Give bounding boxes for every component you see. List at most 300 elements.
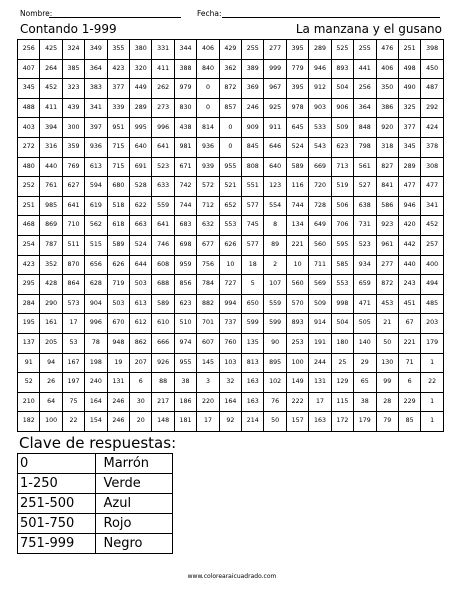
grid-cell[interactable]: 253 <box>286 333 308 353</box>
grid-cell[interactable]: 17 <box>197 412 219 432</box>
grid-cell[interactable]: 895 <box>264 353 286 373</box>
grid-cell[interactable]: 656 <box>85 255 107 275</box>
grid-cell[interactable]: 5 <box>242 275 264 295</box>
grid-cell[interactable]: 425 <box>40 40 62 60</box>
grid-cell[interactable]: 441 <box>354 59 376 79</box>
grid-cell[interactable]: 295 <box>18 275 40 295</box>
grid-cell[interactable]: 19 <box>107 353 129 373</box>
grid-cell[interactable]: 251 <box>18 196 40 216</box>
grid-cell[interactable]: 845 <box>242 137 264 157</box>
grid-cell[interactable]: 428 <box>40 275 62 295</box>
grid-cell[interactable]: 289 <box>309 40 331 60</box>
grid-cell[interactable]: 585 <box>331 255 353 275</box>
grid-cell[interactable]: 323 <box>62 79 84 99</box>
grid-cell[interactable]: 2 <box>264 255 286 275</box>
grid-cell[interactable]: 377 <box>398 118 420 138</box>
grid-cell[interactable]: 936 <box>197 137 219 157</box>
grid-cell[interactable]: 38 <box>174 373 196 393</box>
grid-cell[interactable]: 650 <box>242 294 264 314</box>
grid-cell[interactable]: 909 <box>242 118 264 138</box>
grid-cell[interactable]: 504 <box>331 314 353 334</box>
grid-cell[interactable]: 515 <box>85 235 107 255</box>
grid-cell[interactable]: 163 <box>309 412 331 432</box>
grid-cell[interactable]: 720 <box>309 177 331 197</box>
grid-cell[interactable]: 264 <box>40 59 62 79</box>
grid-cell[interactable]: 623 <box>331 137 353 157</box>
grid-cell[interactable]: 477 <box>398 177 420 197</box>
grid-cell[interactable]: 893 <box>286 314 308 334</box>
grid-cell[interactable]: 179 <box>421 333 444 353</box>
grid-cell[interactable]: 996 <box>152 118 174 138</box>
grid-cell[interactable]: 131 <box>309 373 331 393</box>
grid-cell[interactable]: 872 <box>219 79 241 99</box>
grid-cell[interactable]: 195 <box>18 314 40 334</box>
grid-cell[interactable]: 904 <box>85 294 107 314</box>
grid-cell[interactable]: 882 <box>197 294 219 314</box>
grid-cell[interactable]: 612 <box>130 314 152 334</box>
grid-cell[interactable]: 131 <box>107 373 129 393</box>
grid-cell[interactable]: 364 <box>85 59 107 79</box>
grid-cell[interactable]: 599 <box>242 314 264 334</box>
grid-cell[interactable]: 17 <box>309 392 331 412</box>
grid-cell[interactable]: 509 <box>331 118 353 138</box>
grid-cell[interactable]: 423 <box>18 255 40 275</box>
grid-cell[interactable]: 946 <box>398 196 420 216</box>
grid-cell[interactable]: 543 <box>309 137 331 157</box>
grid-cell[interactable]: 439 <box>62 98 84 118</box>
grid-cell[interactable]: 979 <box>174 79 196 99</box>
grid-cell[interactable]: 939 <box>197 157 219 177</box>
grid-cell[interactable]: 848 <box>354 118 376 138</box>
grid-cell[interactable]: 75 <box>62 392 84 412</box>
grid-cell[interactable]: 494 <box>421 275 444 295</box>
grid-cell[interactable]: 480 <box>18 157 40 177</box>
grid-cell[interactable]: 262 <box>152 79 174 99</box>
grid-cell[interactable]: 524 <box>286 137 308 157</box>
grid-cell[interactable]: 533 <box>309 118 331 138</box>
grid-cell[interactable]: 102 <box>264 373 286 393</box>
grid-cell[interactable]: 400 <box>421 255 444 275</box>
grid-cell[interactable]: 808 <box>242 157 264 177</box>
grid-cell[interactable]: 331 <box>152 40 174 60</box>
grid-cell[interactable]: 955 <box>219 157 241 177</box>
grid-cell[interactable]: 345 <box>398 137 420 157</box>
grid-cell[interactable]: 123 <box>264 177 286 197</box>
grid-cell[interactable]: 572 <box>197 177 219 197</box>
grid-cell[interactable]: 349 <box>85 40 107 60</box>
grid-cell[interactable]: 246 <box>107 412 129 432</box>
grid-cell[interactable]: 742 <box>174 177 196 197</box>
grid-cell[interactable]: 633 <box>152 177 174 197</box>
grid-cell[interactable]: 18 <box>242 255 264 275</box>
grid-cell[interactable]: 511 <box>62 235 84 255</box>
grid-cell[interactable]: 503 <box>107 294 129 314</box>
grid-cell[interactable]: 64 <box>40 392 62 412</box>
grid-cell[interactable]: 148 <box>152 412 174 432</box>
grid-cell[interactable]: 292 <box>421 98 444 118</box>
grid-cell[interactable]: 761 <box>40 177 62 197</box>
grid-cell[interactable]: 3 <box>197 373 219 393</box>
grid-cell[interactable]: 518 <box>107 196 129 216</box>
grid-cell[interactable]: 450 <box>421 59 444 79</box>
grid-cell[interactable]: 476 <box>376 40 398 60</box>
grid-cell[interactable]: 996 <box>85 314 107 334</box>
grid-cell[interactable]: 442 <box>398 235 420 255</box>
grid-cell[interactable]: 525 <box>331 40 353 60</box>
grid-cell[interactable]: 744 <box>174 196 196 216</box>
grid-cell[interactable]: 29 <box>354 353 376 373</box>
grid-cell[interactable]: 284 <box>18 294 40 314</box>
grid-cell[interactable]: 498 <box>398 59 420 79</box>
grid-cell[interactable]: 923 <box>376 216 398 236</box>
grid-cell[interactable]: 577 <box>242 235 264 255</box>
grid-cell[interactable]: 6 <box>398 373 420 393</box>
grid-cell[interactable]: 712 <box>197 196 219 216</box>
grid-cell[interactable]: 509 <box>309 294 331 314</box>
grid-cell[interactable]: 161 <box>40 314 62 334</box>
grid-cell[interactable]: 383 <box>85 79 107 99</box>
grid-cell[interactable]: 769 <box>62 157 84 177</box>
grid-cell[interactable]: 691 <box>130 157 152 177</box>
grid-cell[interactable]: 589 <box>286 157 308 177</box>
grid-cell[interactable]: 841 <box>376 177 398 197</box>
grid-cell[interactable]: 252 <box>18 177 40 197</box>
grid-cell[interactable]: 50 <box>264 412 286 432</box>
grid-cell[interactable]: 519 <box>331 177 353 197</box>
grid-cell[interactable]: 619 <box>85 196 107 216</box>
grid-cell[interactable]: 504 <box>331 79 353 99</box>
grid-cell[interactable]: 569 <box>309 275 331 295</box>
grid-cell[interactable]: 649 <box>309 216 331 236</box>
grid-cell[interactable]: 680 <box>107 177 129 197</box>
grid-cell[interactable]: 840 <box>197 59 219 79</box>
grid-cell[interactable]: 197 <box>62 373 84 393</box>
grid-cell[interactable]: 316 <box>40 137 62 157</box>
grid-cell[interactable]: 503 <box>130 275 152 295</box>
grid-cell[interactable]: 386 <box>376 98 398 118</box>
grid-cell[interactable]: 471 <box>354 294 376 314</box>
grid-cell[interactable]: 746 <box>152 235 174 255</box>
grid-cell[interactable]: 638 <box>354 196 376 216</box>
grid-cell[interactable]: 246 <box>242 98 264 118</box>
grid-cell[interactable]: 191 <box>309 333 331 353</box>
grid-cell[interactable]: 85 <box>398 412 420 432</box>
grid-cell[interactable]: 395 <box>286 40 308 60</box>
grid-cell[interactable]: 946 <box>309 59 331 79</box>
grid-cell[interactable]: 71 <box>398 353 420 373</box>
grid-cell[interactable]: 669 <box>309 157 331 177</box>
grid-cell[interactable]: 468 <box>18 216 40 236</box>
grid-cell[interactable]: 911 <box>264 118 286 138</box>
grid-cell[interactable]: 523 <box>354 235 376 255</box>
grid-cell[interactable]: 451 <box>398 294 420 314</box>
grid-cell[interactable]: 577 <box>242 196 264 216</box>
grid-cell[interactable]: 862 <box>130 333 152 353</box>
grid-cell[interactable]: 339 <box>107 98 129 118</box>
grid-cell[interactable]: 300 <box>62 118 84 138</box>
grid-cell[interactable]: 998 <box>331 294 353 314</box>
grid-cell[interactable]: 827 <box>376 157 398 177</box>
grid-cell[interactable]: 20 <box>130 412 152 432</box>
grid-cell[interactable]: 453 <box>376 294 398 314</box>
grid-cell[interactable]: 632 <box>197 216 219 236</box>
grid-cell[interactable]: 787 <box>40 235 62 255</box>
grid-cell[interactable]: 961 <box>376 235 398 255</box>
grid-cell[interactable]: 164 <box>85 392 107 412</box>
grid-cell[interactable]: 666 <box>152 333 174 353</box>
grid-cell[interactable]: 586 <box>376 196 398 216</box>
grid-cell[interactable]: 640 <box>130 137 152 157</box>
grid-cell[interactable]: 490 <box>398 79 420 99</box>
grid-cell[interactable]: 76 <box>264 392 286 412</box>
grid-cell[interactable]: 221 <box>398 333 420 353</box>
grid-cell[interactable]: 10 <box>219 255 241 275</box>
grid-cell[interactable]: 641 <box>62 196 84 216</box>
grid-cell[interactable]: 485 <box>421 294 444 314</box>
grid-cell[interactable]: 0 <box>219 118 241 138</box>
grid-cell[interactable]: 594 <box>85 177 107 197</box>
grid-cell[interactable]: 362 <box>219 59 241 79</box>
grid-cell[interactable]: 221 <box>286 235 308 255</box>
grid-cell[interactable]: 10 <box>286 255 308 275</box>
grid-cell[interactable]: 727 <box>219 275 241 295</box>
grid-cell[interactable]: 644 <box>130 255 152 275</box>
grid-cell[interactable]: 551 <box>242 177 264 197</box>
grid-cell[interactable]: 524 <box>130 235 152 255</box>
grid-cell[interactable]: 406 <box>376 59 398 79</box>
grid-cell[interactable]: 659 <box>354 275 376 295</box>
grid-cell[interactable]: 914 <box>309 314 331 334</box>
grid-cell[interactable]: 903 <box>309 98 331 118</box>
grid-cell[interactable]: 688 <box>152 275 174 295</box>
grid-cell[interactable]: 407 <box>18 59 40 79</box>
grid-cell[interactable]: 217 <box>152 392 174 412</box>
grid-cell[interactable]: 830 <box>174 98 196 118</box>
grid-cell[interactable]: 1 <box>421 412 444 432</box>
grid-cell[interactable]: 452 <box>421 216 444 236</box>
grid-cell[interactable]: 198 <box>85 353 107 373</box>
grid-cell[interactable]: 107 <box>264 275 286 295</box>
grid-cell[interactable]: 164 <box>219 392 241 412</box>
grid-cell[interactable]: 608 <box>152 255 174 275</box>
grid-cell[interactable]: 378 <box>421 137 444 157</box>
grid-cell[interactable]: 352 <box>40 255 62 275</box>
grid-cell[interactable]: 25 <box>331 353 353 373</box>
grid-cell[interactable]: 948 <box>107 333 129 353</box>
grid-cell[interactable]: 79 <box>376 412 398 432</box>
grid-cell[interactable]: 562 <box>85 216 107 236</box>
grid-cell[interactable]: 505 <box>354 314 376 334</box>
grid-cell[interactable]: 289 <box>130 98 152 118</box>
grid-cell[interactable]: 277 <box>264 40 286 60</box>
grid-cell[interactable]: 8 <box>264 216 286 236</box>
grid-cell[interactable]: 719 <box>107 275 129 295</box>
grid-cell[interactable]: 640 <box>264 157 286 177</box>
grid-cell[interactable]: 626 <box>107 255 129 275</box>
grid-cell[interactable]: 30 <box>130 392 152 412</box>
grid-cell[interactable]: 559 <box>264 294 286 314</box>
grid-cell[interactable]: 182 <box>18 412 40 432</box>
grid-cell[interactable]: 613 <box>85 157 107 177</box>
grid-cell[interactable]: 137 <box>18 333 40 353</box>
grid-cell[interactable]: 420 <box>398 216 420 236</box>
grid-cell[interactable]: 856 <box>174 275 196 295</box>
grid-cell[interactable]: 320 <box>130 59 152 79</box>
grid-cell[interactable]: 869 <box>40 216 62 236</box>
grid-cell[interactable]: 65 <box>354 373 376 393</box>
grid-cell[interactable]: 359 <box>62 137 84 157</box>
grid-cell[interactable]: 277 <box>376 255 398 275</box>
grid-cell[interactable]: 129 <box>331 373 353 393</box>
grid-cell[interactable]: 744 <box>286 196 308 216</box>
grid-cell[interactable]: 521 <box>219 177 241 197</box>
grid-cell[interactable]: 487 <box>421 79 444 99</box>
grid-cell[interactable]: 52 <box>18 373 40 393</box>
grid-cell[interactable]: 981 <box>174 137 196 157</box>
grid-cell[interactable]: 452 <box>40 79 62 99</box>
grid-cell[interactable]: 99 <box>376 373 398 393</box>
grid-cell[interactable]: 870 <box>62 255 84 275</box>
grid-cell[interactable]: 978 <box>286 98 308 118</box>
grid-cell[interactable]: 756 <box>197 255 219 275</box>
grid-cell[interactable]: 864 <box>62 275 84 295</box>
grid-cell[interactable]: 186 <box>174 392 196 412</box>
grid-cell[interactable]: 967 <box>264 79 286 99</box>
grid-cell[interactable]: 683 <box>174 216 196 236</box>
grid-cell[interactable]: 713 <box>331 157 353 177</box>
grid-cell[interactable]: 645 <box>286 118 308 138</box>
grid-cell[interactable]: 626 <box>219 235 241 255</box>
grid-cell[interactable]: 706 <box>331 216 353 236</box>
grid-cell[interactable]: 341 <box>421 196 444 216</box>
grid-cell[interactable]: 554 <box>264 196 286 216</box>
grid-cell[interactable]: 308 <box>421 157 444 177</box>
grid-cell[interactable]: 163 <box>242 392 264 412</box>
grid-cell[interactable]: 951 <box>107 118 129 138</box>
grid-cell[interactable]: 553 <box>331 275 353 295</box>
grid-cell[interactable]: 798 <box>354 137 376 157</box>
grid-cell[interactable]: 246 <box>107 392 129 412</box>
grid-cell[interactable]: 255 <box>354 40 376 60</box>
grid-cell[interactable]: 28 <box>376 392 398 412</box>
grid-cell[interactable]: 506 <box>331 196 353 216</box>
grid-cell[interactable]: 912 <box>309 79 331 99</box>
grid-cell[interactable]: 22 <box>62 412 84 432</box>
grid-cell[interactable]: 222 <box>286 392 308 412</box>
grid-cell[interactable]: 424 <box>421 118 444 138</box>
grid-cell[interactable]: 784 <box>197 275 219 295</box>
grid-cell[interactable]: 6 <box>130 373 152 393</box>
grid-cell[interactable]: 88 <box>152 373 174 393</box>
grid-cell[interactable]: 623 <box>174 294 196 314</box>
grid-cell[interactable]: 369 <box>242 79 264 99</box>
grid-cell[interactable]: 0 <box>197 98 219 118</box>
grid-cell[interactable]: 477 <box>421 177 444 197</box>
grid-cell[interactable]: 388 <box>174 59 196 79</box>
grid-cell[interactable]: 710 <box>62 216 84 236</box>
grid-cell[interactable]: 290 <box>40 294 62 314</box>
grid-cell[interactable]: 610 <box>152 314 174 334</box>
grid-cell[interactable]: 627 <box>62 177 84 197</box>
grid-cell[interactable]: 429 <box>219 40 241 60</box>
grid-cell[interactable]: 1 <box>421 353 444 373</box>
grid-cell[interactable]: 607 <box>197 333 219 353</box>
grid-cell[interactable]: 670 <box>107 314 129 334</box>
grid-cell[interactable]: 934 <box>354 255 376 275</box>
grid-cell[interactable]: 395 <box>286 79 308 99</box>
grid-cell[interactable]: 385 <box>62 59 84 79</box>
grid-cell[interactable]: 53 <box>62 333 84 353</box>
grid-cell[interactable]: 995 <box>130 118 152 138</box>
grid-cell[interactable]: 134 <box>286 216 308 236</box>
grid-cell[interactable]: 959 <box>174 255 196 275</box>
grid-cell[interactable]: 167 <box>62 353 84 373</box>
grid-cell[interactable]: 737 <box>219 314 241 334</box>
grid-cell[interactable]: 203 <box>421 314 444 334</box>
grid-cell[interactable]: 985 <box>40 196 62 216</box>
grid-cell[interactable]: 403 <box>18 118 40 138</box>
grid-cell[interactable]: 344 <box>174 40 196 60</box>
grid-cell[interactable]: 91 <box>18 353 40 373</box>
grid-cell[interactable]: 641 <box>152 137 174 157</box>
grid-cell[interactable]: 50 <box>376 333 398 353</box>
grid-cell[interactable]: 89 <box>264 235 286 255</box>
grid-cell[interactable]: 715 <box>107 157 129 177</box>
grid-cell[interactable]: 715 <box>107 137 129 157</box>
grid-cell[interactable]: 701 <box>197 314 219 334</box>
grid-cell[interactable]: 210 <box>18 392 40 412</box>
grid-cell[interactable]: 613 <box>130 294 152 314</box>
grid-cell[interactable]: 926 <box>152 353 174 373</box>
grid-cell[interactable]: 745 <box>242 216 264 236</box>
grid-cell[interactable]: 32 <box>219 373 241 393</box>
grid-cell[interactable]: 17 <box>62 314 84 334</box>
grid-cell[interactable]: 955 <box>174 353 196 373</box>
grid-cell[interactable]: 325 <box>398 98 420 118</box>
grid-cell[interactable]: 411 <box>152 59 174 79</box>
grid-cell[interactable]: 411 <box>40 98 62 118</box>
grid-cell[interactable]: 380 <box>130 40 152 60</box>
grid-cell[interactable]: 559 <box>152 196 174 216</box>
grid-cell[interactable]: 553 <box>219 216 241 236</box>
grid-cell[interactable]: 94 <box>40 353 62 373</box>
grid-cell[interactable]: 350 <box>376 79 398 99</box>
grid-cell[interactable]: 440 <box>40 157 62 177</box>
grid-cell[interactable]: 599 <box>264 314 286 334</box>
grid-cell[interactable]: 92 <box>219 412 241 432</box>
grid-cell[interactable]: 646 <box>264 137 286 157</box>
grid-cell[interactable]: 229 <box>398 392 420 412</box>
grid-cell[interactable]: 254 <box>18 235 40 255</box>
grid-cell[interactable]: 423 <box>107 59 129 79</box>
grid-cell[interactable]: 26 <box>40 373 62 393</box>
grid-cell[interactable]: 510 <box>174 314 196 334</box>
grid-cell[interactable]: 560 <box>286 275 308 295</box>
grid-cell[interactable]: 698 <box>174 235 196 255</box>
grid-cell[interactable]: 355 <box>107 40 129 60</box>
grid-cell[interactable]: 523 <box>152 157 174 177</box>
grid-cell[interactable]: 179 <box>354 412 376 432</box>
grid-cell[interactable]: 289 <box>398 157 420 177</box>
grid-cell[interactable]: 711 <box>309 255 331 275</box>
grid-cell[interactable]: 449 <box>130 79 152 99</box>
grid-cell[interactable]: 622 <box>130 196 152 216</box>
grid-cell[interactable]: 628 <box>85 275 107 295</box>
grid-cell[interactable]: 641 <box>152 216 174 236</box>
grid-cell[interactable]: 100 <box>286 353 308 373</box>
grid-cell[interactable]: 345 <box>18 79 40 99</box>
grid-cell[interactable]: 589 <box>107 235 129 255</box>
